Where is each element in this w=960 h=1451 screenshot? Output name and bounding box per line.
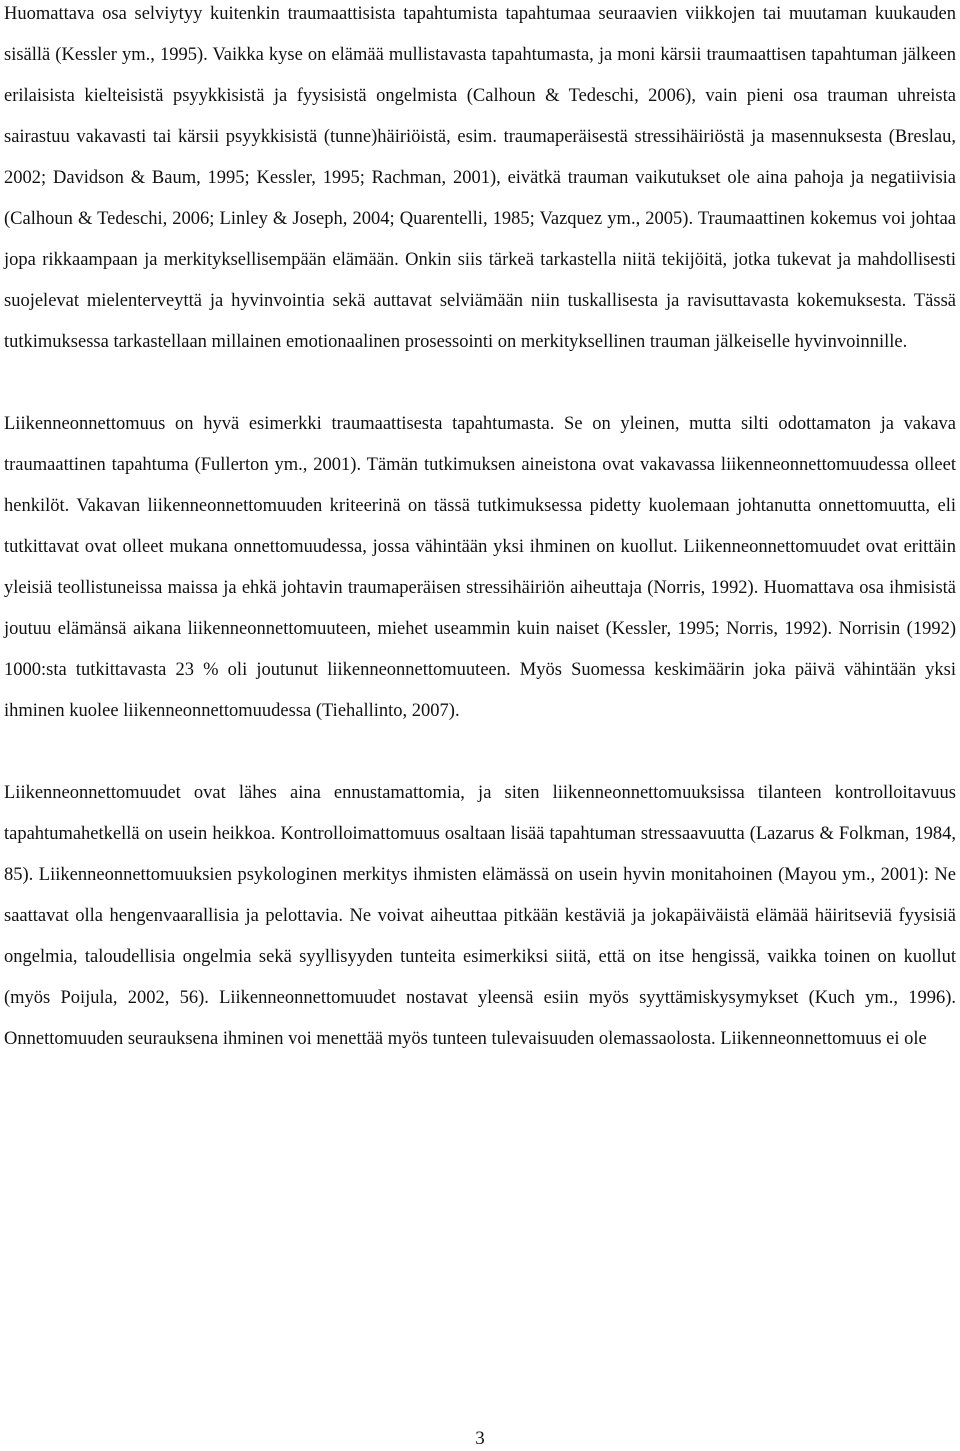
paragraph-accident-psychology: Liikenneonnettomuudet ovat lähes aina ennustamattomia, ja siten liikenneonnettomuuksissa tilanteen kontrolloitavuus tapahtumahetkellä on usein heikkoa. Kontrolloimattomuus osaltaan lisää tapahtuman stressaavuutta (Lazarus & Folkman, 1984, 85). Liikenneonnettomuuksien psykologinen merkitys ihmisten elämässä on usein hyvin monitahoinen (Mayou ym., 2001): Ne saattavat olla hengenvaarallisia ja pelottavia. Ne voivat aiheuttaa pitkään kestäviä ja jokapäiväistä elämää häiritseviä fyysisiä ongelmia, taloudellisia ongelmia sekä syyllisyyden tunteita esimerkiksi siitä, että on itse hengissä, vaikka toinen on kuollut (myös Poijula, 2002, 56). Liikenneonnettomuudet nostavat yleensä esiin myös syyttämiskysymykset (Kuch ym., 1996). Onnettomuuden seurauksena ihminen voi menettää myös tunteen tulevaisuuden olemassaolosta. Liikenneonnettomuus ei ole bbox=[4, 783, 956, 1049]
paragraph-trauma-recovery: Huomattava osa selviytyy kuitenkin traumaattisista tapahtumista tapahtumaa seuraavien viikkojen tai muutaman kuukauden sisällä (Kessler ym., 1995). Vaikka kyse on elämää mullistavasta tapahtumasta, ja moni kärsii traumaattisen tapahtuman jälkeen erilaisista kielteisistä psyykkisistä ja fyysisistä ongelmista (Calhoun & Tedeschi, 2006), vain pieni osa trauman uhreista sairastuu vakavasti tai kärsii psyykkisistä (tunne)häiriöistä, esim. traumaperäisestä stressihäiriöstä ja masennuksesta (Breslau, 2002; Davidson & Baum, 1995; Kessler, 1995; Rachman, 2001), eivätkä trauman vaikutukset ole aina pahoja ja negatiivisia (Calhoun & Tedeschi, 2006; Linley & Joseph, 2004; Quarentelli, 1985; Vazquez ym., 2005). Traumaattinen kokemus voi johtaa jopa rikkaampaan ja merkityksellisempään elämään. Onkin siis tärkeä tarkastella niitä tekijöitä, jotka tukevat ja mahdollisesti suojelevat mielenterveyttä ja hyvinvointia sekä auttavat selviämään niin tuskallisesta ja ravisuttavasta kokemuksesta. Tässä tutkimuksessa tarkastellaan millainen emotionaalinen prosessointi on merkityksellinen trauman jälkeiselle hyvinvoinnille. bbox=[4, 4, 956, 352]
paragraph-traffic-accident: Liikenneonnettomuus on hyvä esimerkki traumaattisesta tapahtumasta. Se on yleinen, mutta silti odottamaton ja vakava traumaattinen tapahtuma (Fullerton ym., 2001). Tämän tutkimuksen aineistona ovat vakavassa liikenneonnettomuudessa olleet henkilöt. Vakavan liikenneonnettomuuden kriteerinä on tässä tutkimuksessa pidetty kuolemaan johtanutta onnettomuutta, eli tutkittavat ovat olleet mukana onnettomuudessa, jossa vähintään yksi ihminen on kuollut. Liikenneonnettomuudet ovat erittäin yleisiä teollistuneissa maissa ja ehkä johtavin traumaperäisen stressihäiriön aiheuttaja (Norris, 1992). Huomattava osa ihmisistä joutuu elämänsä aikana liikenneonnettomuuteen, miehet useammin kuin naiset (Kessler, 1995; Norris, 1992). Norrisin (1992) 1000:sta tutkittavasta 23 % oli joutunut liikenneonnettomuuteen. Myös Suomessa keskimäärin joka päivä vähintään yksi ihminen kuolee liikenneonnettomuudessa (Tiehallinto, 2007). bbox=[4, 414, 956, 721]
page-number: 3 bbox=[475, 1428, 485, 1449]
